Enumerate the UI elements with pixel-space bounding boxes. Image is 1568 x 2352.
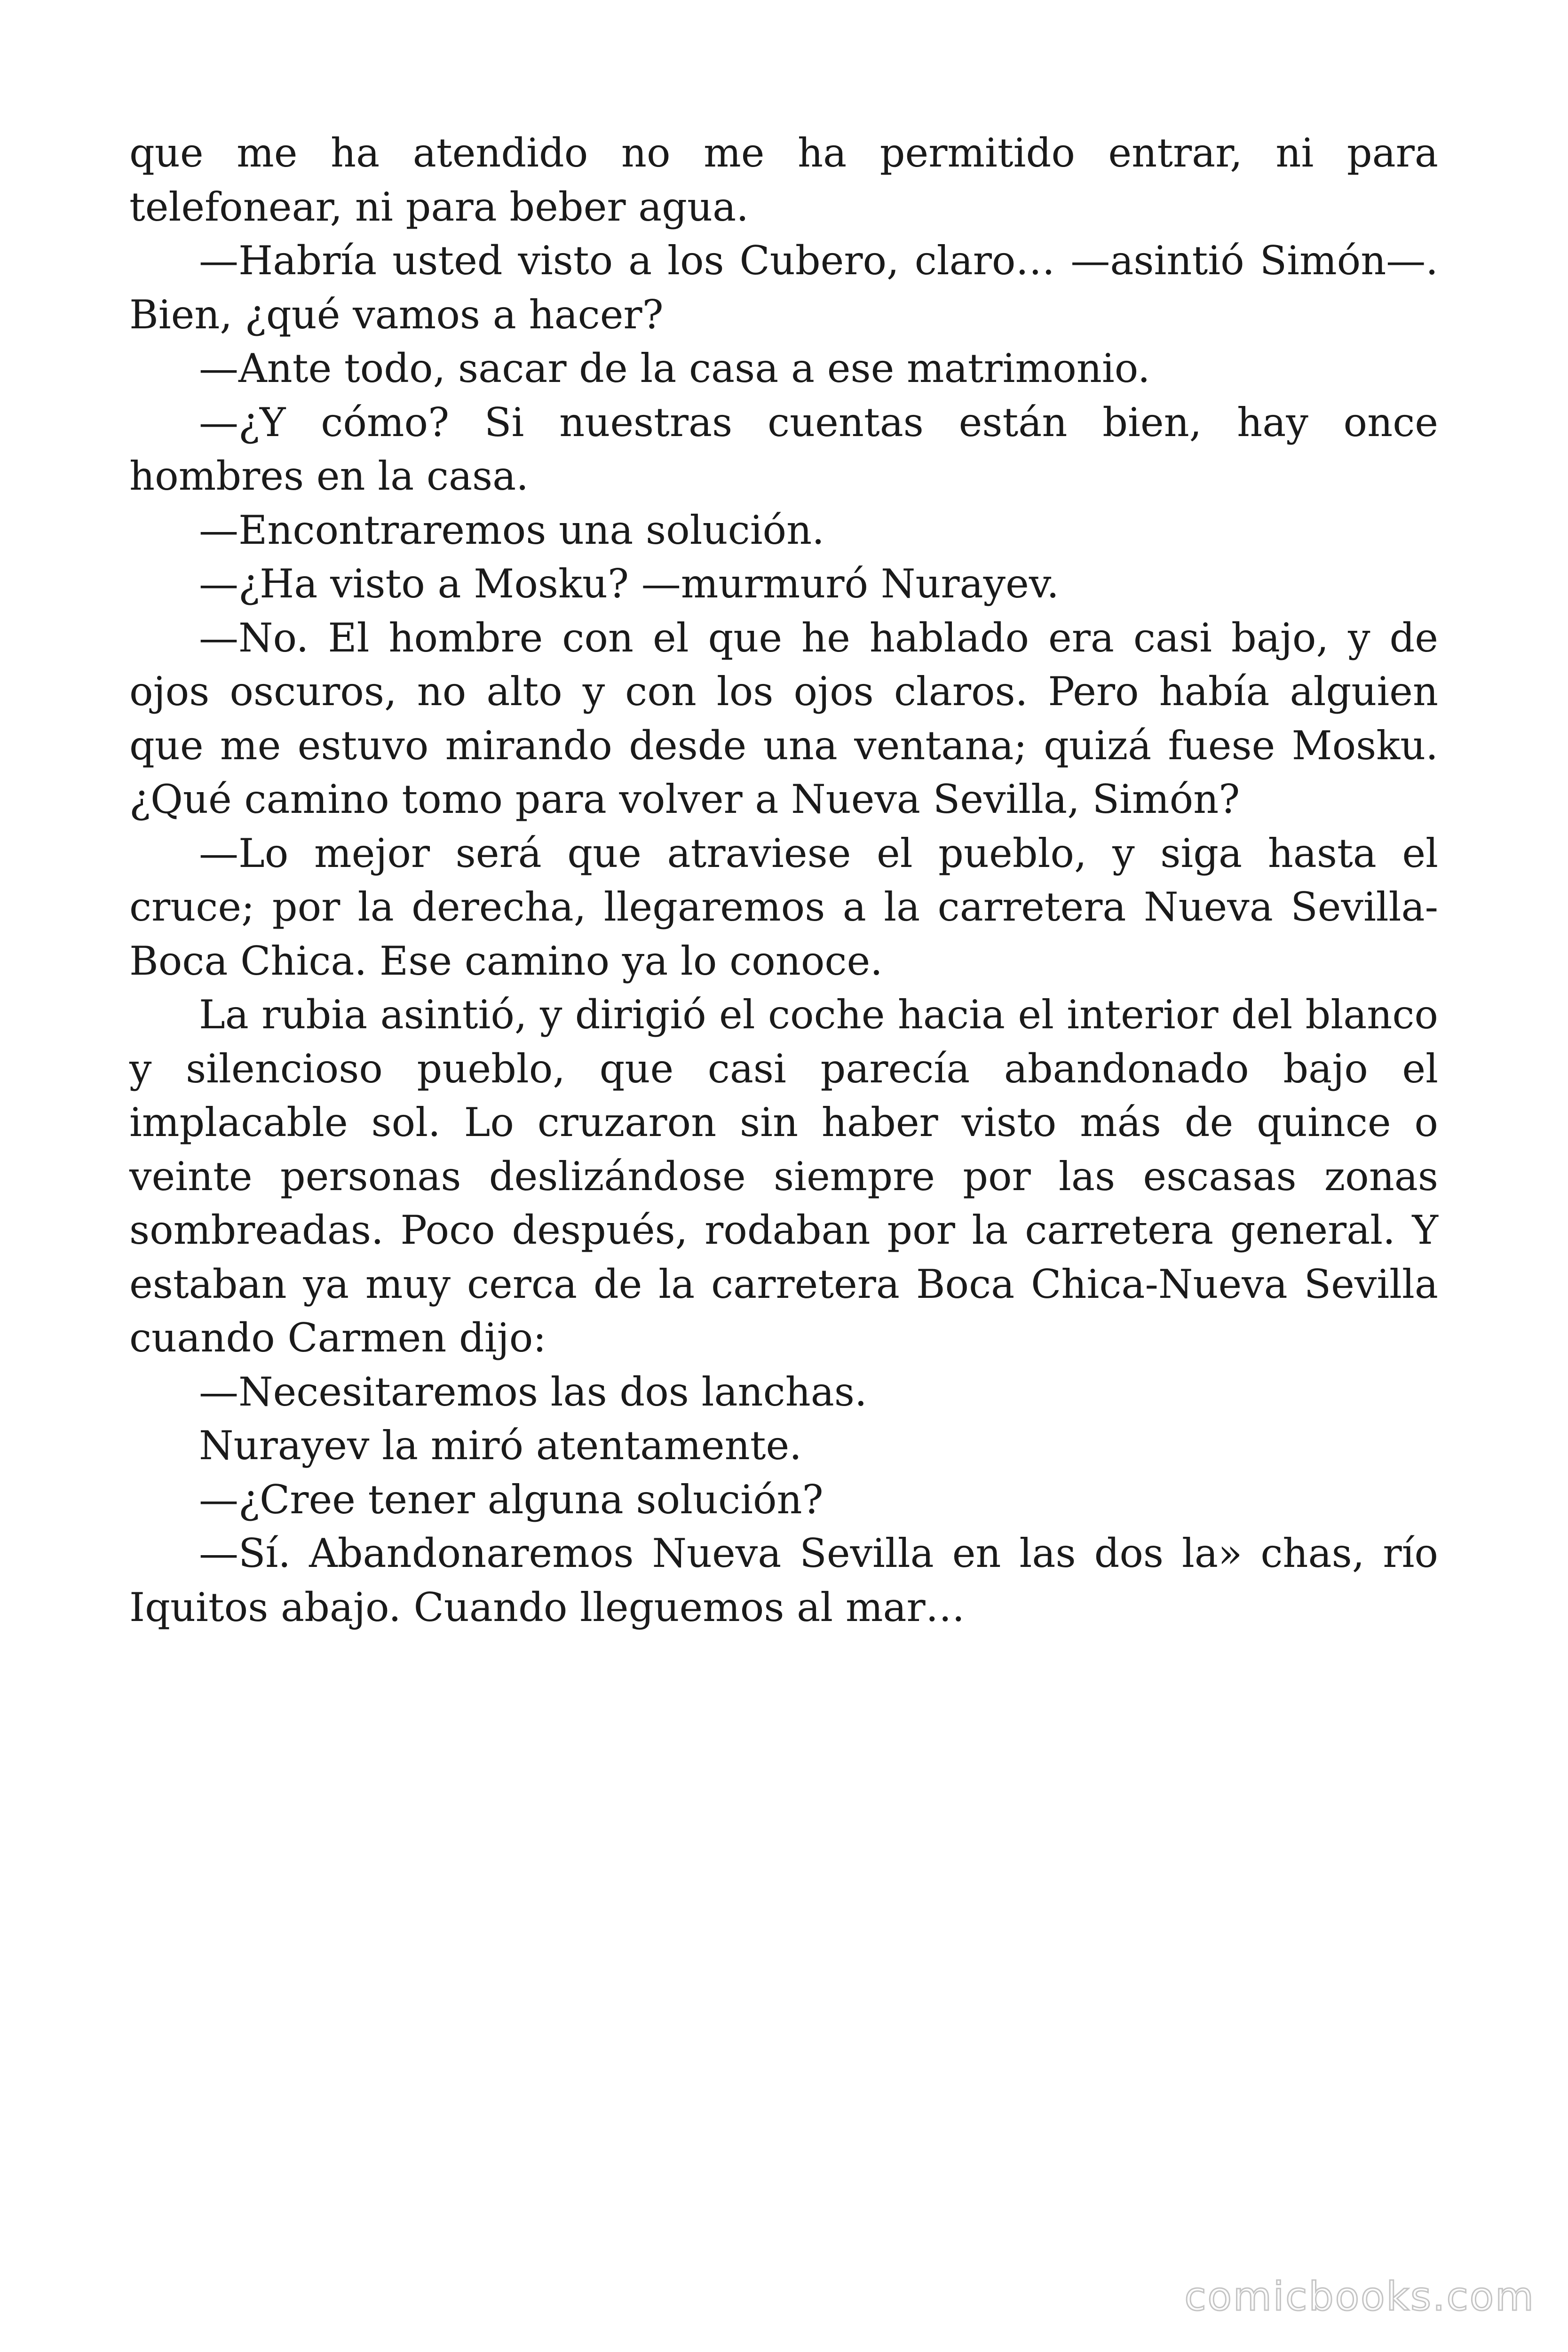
paragraph-dialogue: —¿Y cómo? Si nuestras cuentas están bien, hay once hombres en la casa. bbox=[129, 399, 1438, 499]
paragraph-dialogue: —Habría usted visto a los Cubero, claro… —asintió Simón—. Bien, ¿qué vamos a hacer? bbox=[129, 238, 1438, 338]
paragraph-dialogue: —Encontraremos una solución. bbox=[199, 507, 824, 553]
paragraph-narration: La rubia asintió, y dirigió el coche hacia el interior del blanco y silencioso pueblo, que casi parecía abandonado bajo el implacable sol. Lo cruzaron sin haber visto más de quince o veinte personas deslizándose siempre por las escasas zonas sombreadas. Poco después, rodaban por la carretera general. Y estaban ya muy cerca de la carretera Boca Chica-Nueva Sevilla cuando Carmen dijo: bbox=[129, 992, 1438, 1361]
paragraph-dialogue: —¿Cree tener alguna solución? bbox=[199, 1476, 824, 1523]
paragraph-dialogue: —Lo mejor será que atraviese el pueblo, y siga hasta el cruce; por la derecha, llegaremos a la carretera Nueva Sevilla-Boca Chica. Ese camino ya lo conoce. bbox=[129, 830, 1438, 984]
watermark: comicbooks.com bbox=[1184, 2273, 1535, 2320]
paragraph-dialogue: —¿Ha visto a Mosku? —murmuró Nurayev. bbox=[199, 561, 1060, 607]
body-text bbox=[129, 126, 1438, 1634]
paragraph-continuation: que me ha atendido no me ha permitido entrar, ni para telefonear, ni para beber agua. bbox=[129, 130, 1438, 230]
paragraph-narration: Nurayev la miró atentamente. bbox=[199, 1422, 802, 1469]
paragraph-dialogue: —Necesitaremos las dos lanchas. bbox=[199, 1368, 867, 1415]
paragraph-dialogue: —Sí. Abandonaremos Nueva Sevilla en las dos la» chas, río Iquitos abajo. Cuando lleguemos al mar… bbox=[129, 1530, 1438, 1630]
paragraph-dialogue: —No. El hombre con el que he hablado era casi bajo, y de ojos oscuros, no alto y con los ojos claros. Pero había alguien que me estuvo mirando desde una ventana; quizá fuese Mosku. ¿Qué camino tomo para volver a Nueva Sevilla, Simón? bbox=[129, 614, 1438, 822]
paragraph-dialogue: —Ante todo, sacar de la casa a ese matrimonio. bbox=[199, 345, 1150, 391]
